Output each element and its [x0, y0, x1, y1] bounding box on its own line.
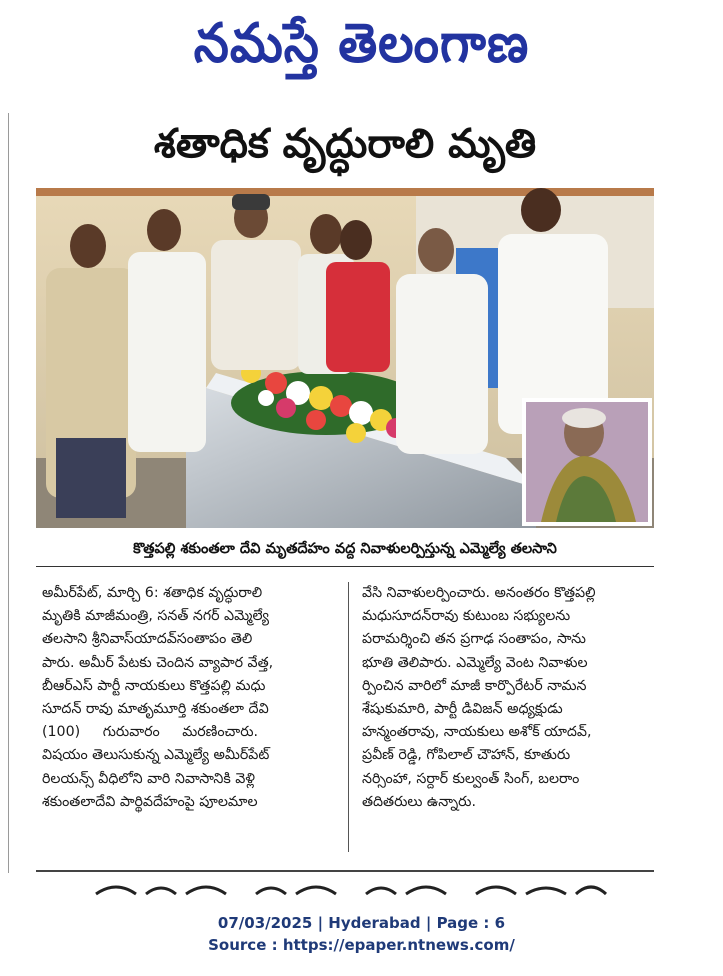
- body-line: హన్మంతరావు, నాయకులు అశోక్ యాదవ్,: [362, 724, 592, 741]
- body-line: మధుసూదన్‌రావు కుటుంబ సభ్యులను: [362, 608, 571, 625]
- body-line: ర్పించిన వారిలో మాజీ కార్పొరేటర్ నామన: [362, 677, 587, 694]
- body-line: శేషుకుమారి, పార్టీ డివిజన్ అధ్యక్షుడు: [362, 701, 563, 718]
- article-bottom-rule: [36, 870, 654, 872]
- source-link[interactable]: Source : https://epaper.ntnews.com/: [208, 936, 515, 954]
- body-line: మృతికి మాజీమంత్రి, సనత్ నగర్ ఎమ్మెల్యే: [42, 608, 270, 625]
- inset-portrait: [522, 398, 652, 526]
- edition-info: 07/03/2025 | Hyderabad | Page : 6: [217, 914, 506, 932]
- body-line: పారు. అమీర్ పేటకు చెందిన వ్యాపార వేత్త,: [42, 654, 274, 671]
- article-photo: [36, 188, 654, 528]
- masthead-logo: నమస్తే తెలంగాణ: [193, 11, 530, 75]
- body-line: బీఆర్‌ఎస్ పార్టీ నాయకులు కొత్తపల్లి మధు: [42, 677, 266, 694]
- masthead: [0, 4, 723, 84]
- body-line: (100) గురువారం మరణించారు.: [42, 724, 259, 741]
- body-line: తదితరులు ఉన్నారు.: [362, 793, 476, 810]
- article-column-1: [42, 582, 334, 814]
- body-line: భూతి తెలిపారు. ఎమ్మెల్యే వెంట నివాళుల: [362, 654, 588, 671]
- body-line: పరామర్శించి తన ప్రగాఢ సంతాపం, సాను: [362, 631, 586, 648]
- body-line: తలసాని శ్రీనివాస్‌యాదవ్‌సంతాపం తెలి: [42, 631, 253, 648]
- body-line: అమీర్‌పేట్, మార్చి 6: శతాధిక వృద్ధురాలి: [42, 585, 263, 601]
- photo-caption: కొత్తపల్లి శకుంతలా దేవి మృతదేహం వద్ద నివాళులర్పిస్తున్న ఎమ్మెల్యే తలసాని: [133, 541, 557, 557]
- caption-divider: [36, 566, 654, 567]
- page-footer: [0, 912, 723, 956]
- body-line: విషయం తెలుసుకున్న ఎమ్మెల్యే అమీర్‌పేట్: [42, 747, 270, 764]
- body-line: సూదన్ రావు మాతృమూర్తి శకుంతలా దేవి: [42, 701, 269, 718]
- body-line: ప్రవీణ్ రెడ్డి, గోపిలాల్ చౌహాన్, కూతురు: [362, 747, 571, 764]
- article-column-2: [362, 582, 654, 814]
- body-line: వేసి నివాళులర్పించారు. అనంతరం కొత్తపల్లి: [362, 585, 596, 601]
- body-line: రిలయన్స్ వీధిలోని వారి నివాసానికి వెళ్లి: [42, 770, 255, 787]
- body-line: శకుంతలాదేవి పార్థివదేహంపై పూలమాల: [42, 793, 258, 810]
- cut-off-next-headline: [36, 878, 654, 896]
- photo-illustration: [36, 188, 654, 528]
- column-divider: [348, 582, 349, 852]
- body-line: నర్సింహా, సర్దార్ కుల్వంత్ సింగ్, బలరాం: [362, 770, 580, 787]
- article-headline: శతాధిక వృద్ధురాలి మృతి: [153, 121, 537, 167]
